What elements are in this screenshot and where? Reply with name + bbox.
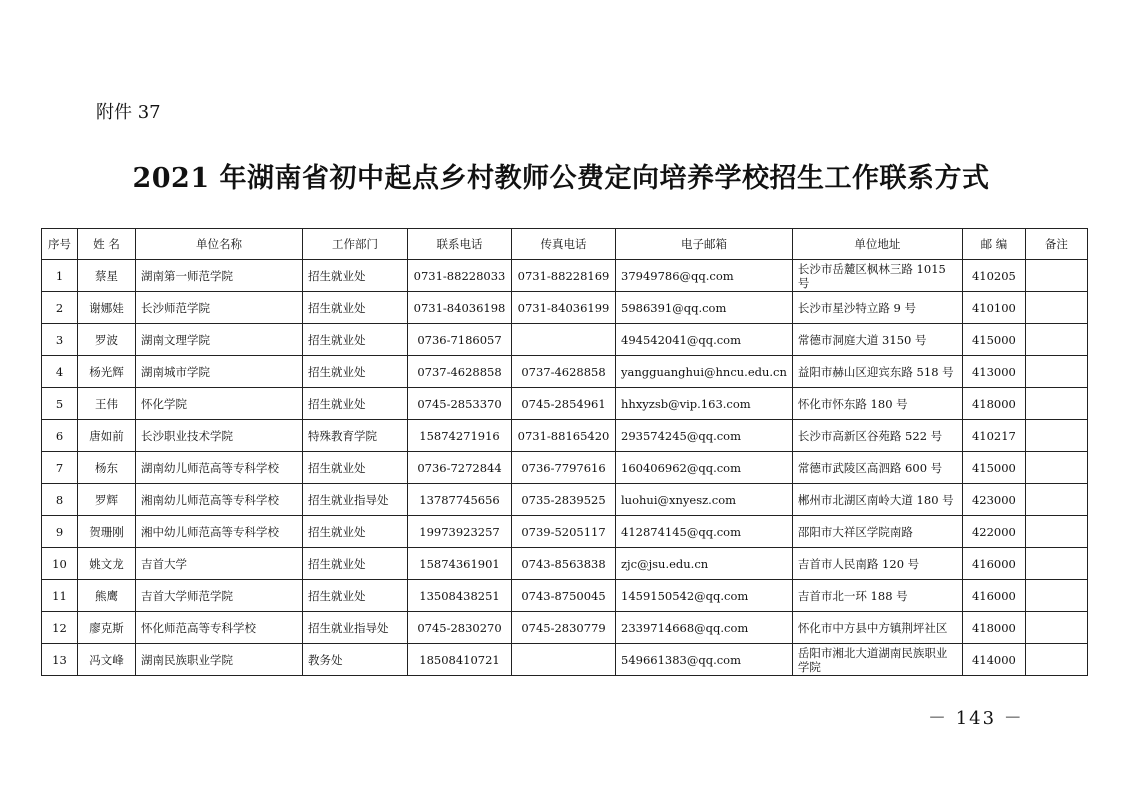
cell-name: 杨光辉 [78, 356, 136, 388]
table-row [42, 484, 1088, 516]
table-row [42, 388, 1088, 420]
cell-address: 长沙市岳麓区枫林三路 1015 号 [792, 260, 962, 292]
cell-postcode: 418000 [962, 388, 1025, 420]
cell-fax: 0739-5205117 [512, 516, 616, 548]
cell-postcode: 413000 [962, 356, 1025, 388]
cell-unit: 怀化学院 [136, 388, 303, 420]
cell-postcode: 422000 [962, 516, 1025, 548]
cell-postcode: 418000 [962, 612, 1025, 644]
cell-fax [512, 324, 616, 356]
cell-name: 蔡星 [78, 260, 136, 292]
table-header-row [42, 229, 1088, 260]
cell-unit: 湘南幼儿师范高等专科学校 [136, 484, 303, 516]
cell-postcode: 414000 [962, 644, 1025, 676]
cell-note [1025, 388, 1087, 420]
cell-address: 怀化市怀东路 180 号 [792, 388, 962, 420]
table-row [42, 420, 1088, 452]
cell-note [1025, 484, 1087, 516]
cell-fax: 0731-88165420 [512, 420, 616, 452]
cell-unit: 湖南民族职业学院 [136, 644, 303, 676]
header-email: 电子邮箱 [616, 229, 793, 260]
cell-address: 吉首市北一环 188 号 [792, 580, 962, 612]
cell-fax: 0743-8563838 [512, 548, 616, 580]
cell-email: hhxyzsb@vip.163.com [616, 388, 793, 420]
cell-seq: 10 [42, 548, 78, 580]
contacts-table [41, 228, 1088, 676]
cell-name: 王伟 [78, 388, 136, 420]
cell-dept: 招生就业处 [303, 516, 408, 548]
cell-dept: 招生就业处 [303, 324, 408, 356]
cell-name: 谢娜娃 [78, 292, 136, 324]
cell-email: yangguanghui@hncu.edu.cn [616, 356, 793, 388]
cell-fax: 0731-84036199 [512, 292, 616, 324]
cell-postcode: 415000 [962, 452, 1025, 484]
cell-address: 邵阳市大祥区学院南路 [792, 516, 962, 548]
cell-name: 罗波 [78, 324, 136, 356]
cell-dept: 招生就业处 [303, 356, 408, 388]
cell-postcode: 415000 [962, 324, 1025, 356]
cell-phone: 13787745656 [408, 484, 512, 516]
cell-unit: 怀化师范高等专科学校 [136, 612, 303, 644]
cell-seq: 11 [42, 580, 78, 612]
header-fax: 传真电话 [512, 229, 616, 260]
cell-unit: 吉首大学 [136, 548, 303, 580]
cell-address: 怀化市中方县中方镇荆坪社区 [792, 612, 962, 644]
cell-fax: 0745-2854961 [512, 388, 616, 420]
cell-unit: 吉首大学师范学院 [136, 580, 303, 612]
cell-note [1025, 260, 1087, 292]
header-unit: 单位名称 [136, 229, 303, 260]
table-row [42, 516, 1088, 548]
table-row [42, 644, 1088, 676]
header-phone: 联系电话 [408, 229, 512, 260]
cell-phone: 15874361901 [408, 548, 512, 580]
cell-dept: 招生就业处 [303, 580, 408, 612]
cell-seq: 13 [42, 644, 78, 676]
cell-note [1025, 644, 1087, 676]
cell-fax: 0745-2830779 [512, 612, 616, 644]
cell-note [1025, 324, 1087, 356]
cell-name: 杨东 [78, 452, 136, 484]
cell-email: zjc@jsu.edu.cn [616, 548, 793, 580]
cell-postcode: 410100 [962, 292, 1025, 324]
cell-postcode: 423000 [962, 484, 1025, 516]
cell-note [1025, 516, 1087, 548]
cell-seq: 12 [42, 612, 78, 644]
cell-unit: 长沙职业技术学院 [136, 420, 303, 452]
cell-email: 5986391@qq.com [616, 292, 793, 324]
table-row [42, 324, 1088, 356]
table-row [42, 452, 1088, 484]
cell-phone: 0731-88228033 [408, 260, 512, 292]
document-title: 2021 年湖南省初中起点乡村教师公费定向培养学校招生工作联系方式 [132, 163, 990, 194]
cell-phone: 0736-7272844 [408, 452, 512, 484]
cell-dept: 教务处 [303, 644, 408, 676]
cell-seq: 3 [42, 324, 78, 356]
cell-phone: 15874271916 [408, 420, 512, 452]
cell-email: 412874145@qq.com [616, 516, 793, 548]
table-body [42, 260, 1088, 676]
cell-phone: 0736-7186057 [408, 324, 512, 356]
cell-postcode: 416000 [962, 580, 1025, 612]
cell-name: 罗辉 [78, 484, 136, 516]
cell-unit: 长沙师范学院 [136, 292, 303, 324]
cell-seq: 5 [42, 388, 78, 420]
cell-email: 549661383@qq.com [616, 644, 793, 676]
cell-address: 益阳市赫山区迎宾东路 518 号 [792, 356, 962, 388]
cell-name: 唐如前 [78, 420, 136, 452]
cell-name: 廖克斯 [78, 612, 136, 644]
cell-note [1025, 580, 1087, 612]
table-row [42, 612, 1088, 644]
cell-address: 常德市武陵区高泗路 600 号 [792, 452, 962, 484]
cell-fax: 0737-4628858 [512, 356, 616, 388]
cell-email: 293574245@qq.com [616, 420, 793, 452]
header-address: 单位地址 [792, 229, 962, 260]
cell-dept: 招生就业处 [303, 260, 408, 292]
cell-fax: 0735-2839525 [512, 484, 616, 516]
cell-email: 2339714668@qq.com [616, 612, 793, 644]
cell-address: 长沙市高新区谷苑路 522 号 [792, 420, 962, 452]
header-seq: 序号 [42, 229, 78, 260]
header-postcode: 邮 编 [962, 229, 1025, 260]
cell-name: 姚文龙 [78, 548, 136, 580]
cell-seq: 6 [42, 420, 78, 452]
attachment-label: 附件 37 [96, 102, 161, 123]
cell-email: 160406962@qq.com [616, 452, 793, 484]
cell-note [1025, 452, 1087, 484]
cell-unit: 湘中幼儿师范高等专科学校 [136, 516, 303, 548]
header-dept: 工作部门 [303, 229, 408, 260]
cell-email: luohui@xnyesz.com [616, 484, 793, 516]
table-row [42, 580, 1088, 612]
cell-dept: 招生就业指导处 [303, 484, 408, 516]
cell-phone: 19973923257 [408, 516, 512, 548]
cell-address: 常德市洞庭大道 3150 号 [792, 324, 962, 356]
cell-email: 37949786@qq.com [616, 260, 793, 292]
cell-address: 长沙市星沙特立路 9 号 [792, 292, 962, 324]
cell-seq: 7 [42, 452, 78, 484]
table-row [42, 548, 1088, 580]
cell-seq: 9 [42, 516, 78, 548]
cell-phone: 18508410721 [408, 644, 512, 676]
cell-phone: 13508438251 [408, 580, 512, 612]
cell-name: 熊鹰 [78, 580, 136, 612]
cell-fax [512, 644, 616, 676]
cell-dept: 招生就业处 [303, 452, 408, 484]
cell-address: 岳阳市湘北大道湖南民族职业学院 [792, 644, 962, 676]
table-row [42, 260, 1088, 292]
table-row [42, 292, 1088, 324]
cell-note [1025, 356, 1087, 388]
cell-phone: 0731-84036198 [408, 292, 512, 324]
cell-dept: 招生就业处 [303, 548, 408, 580]
cell-address: 郴州市北湖区南岭大道 180 号 [792, 484, 962, 516]
cell-email: 1459150542@qq.com [616, 580, 793, 612]
cell-phone: 0745-2853370 [408, 388, 512, 420]
cell-name: 贺珊刚 [78, 516, 136, 548]
header-note: 备注 [1025, 229, 1087, 260]
header-name: 姓 名 [78, 229, 136, 260]
cell-seq: 1 [42, 260, 78, 292]
cell-note [1025, 548, 1087, 580]
cell-phone: 0745-2830270 [408, 612, 512, 644]
cell-unit: 湖南第一师范学院 [136, 260, 303, 292]
cell-note [1025, 420, 1087, 452]
cell-name: 冯文峰 [78, 644, 136, 676]
cell-postcode: 416000 [962, 548, 1025, 580]
cell-dept: 招生就业处 [303, 292, 408, 324]
cell-fax: 0731-88228169 [512, 260, 616, 292]
page-number: － 143 － [928, 708, 1024, 729]
cell-dept: 招生就业处 [303, 388, 408, 420]
cell-note [1025, 612, 1087, 644]
cell-fax: 0736-7797616 [512, 452, 616, 484]
cell-unit: 湖南城市学院 [136, 356, 303, 388]
cell-dept: 招生就业指导处 [303, 612, 408, 644]
cell-seq: 4 [42, 356, 78, 388]
cell-phone: 0737-4628858 [408, 356, 512, 388]
cell-seq: 2 [42, 292, 78, 324]
cell-email: 494542041@qq.com [616, 324, 793, 356]
cell-unit: 湖南幼儿师范高等专科学校 [136, 452, 303, 484]
cell-unit: 湖南文理学院 [136, 324, 303, 356]
cell-fax: 0743-8750045 [512, 580, 616, 612]
cell-postcode: 410217 [962, 420, 1025, 452]
cell-seq: 8 [42, 484, 78, 516]
cell-dept: 特殊教育学院 [303, 420, 408, 452]
cell-address: 吉首市人民南路 120 号 [792, 548, 962, 580]
cell-note [1025, 292, 1087, 324]
cell-postcode: 410205 [962, 260, 1025, 292]
table-row [42, 356, 1088, 388]
